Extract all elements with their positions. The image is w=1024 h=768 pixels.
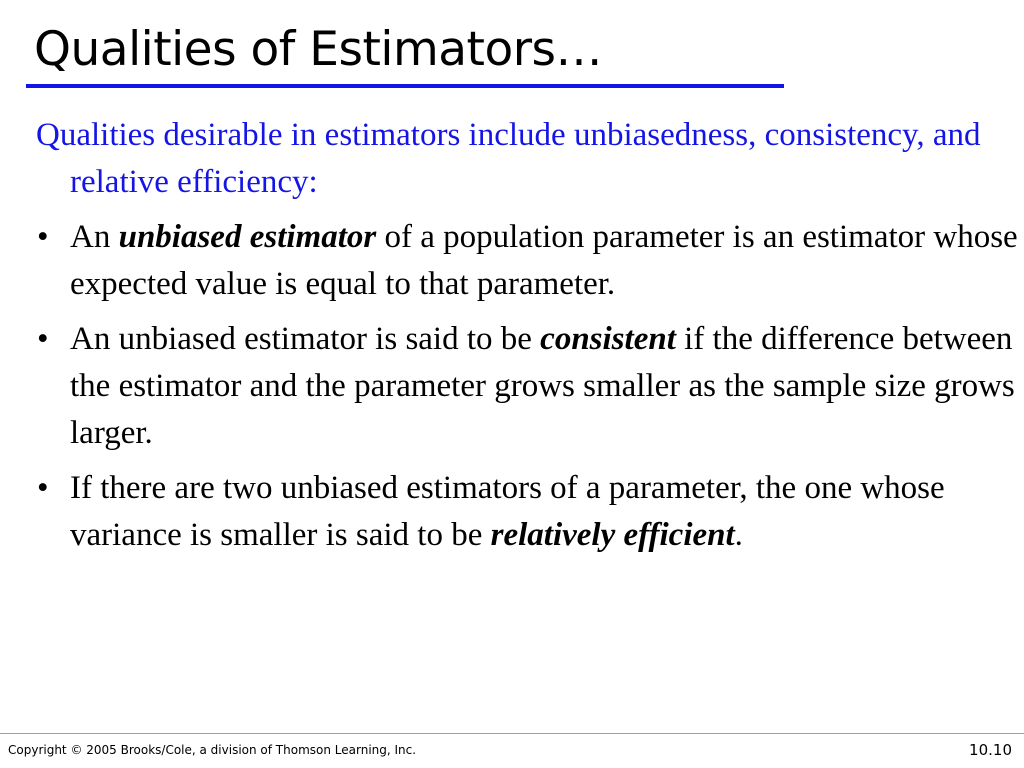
footer-copyright: Copyright © 2005 Brooks/Cole, a division of Thomson Learning, Inc.: [8, 743, 417, 757]
bullet-text-before: If there are two unbiased estimators of a parameter, the one whose variance is smaller is said to be: [70, 470, 945, 553]
slide-body: [36, 112, 1020, 567]
bullet-relatively-efficient: [36, 465, 1020, 559]
bullet-text-after: of a population parameter is an estimator whose expected value is equal to that parameter.: [70, 219, 1018, 302]
intro-text: Qualities desirable in estimators include unbiasedness, consistency, and relative efficiency:: [36, 117, 981, 200]
slide-title: Qualities of Estimators…: [34, 22, 603, 77]
bullet-text-before: An unbiased estimator is said to be: [70, 321, 541, 357]
slide-number: 10.10: [969, 741, 1012, 759]
bullet-text-after: if the difference between the estimator and the parameter grows smaller as the sample size grows larger.: [70, 321, 1015, 451]
term-unbiased-estimator: unbiased estimator: [118, 219, 377, 255]
bullet-text-after: .: [734, 517, 743, 553]
bullet-text-before: An: [70, 219, 119, 255]
term-relatively-efficient: relatively efficient: [490, 517, 735, 553]
bullet-icon: •: [37, 470, 49, 506]
bullet-icon: •: [37, 321, 49, 357]
title-underline: [26, 84, 784, 88]
footer-divider: [0, 733, 1024, 734]
bullet-unbiased-estimator: [36, 214, 1020, 308]
bullet-consistent: [36, 316, 1020, 457]
bullet-list: [36, 214, 1020, 559]
bullet-icon: •: [37, 219, 49, 255]
term-consistent: consistent: [540, 321, 676, 357]
